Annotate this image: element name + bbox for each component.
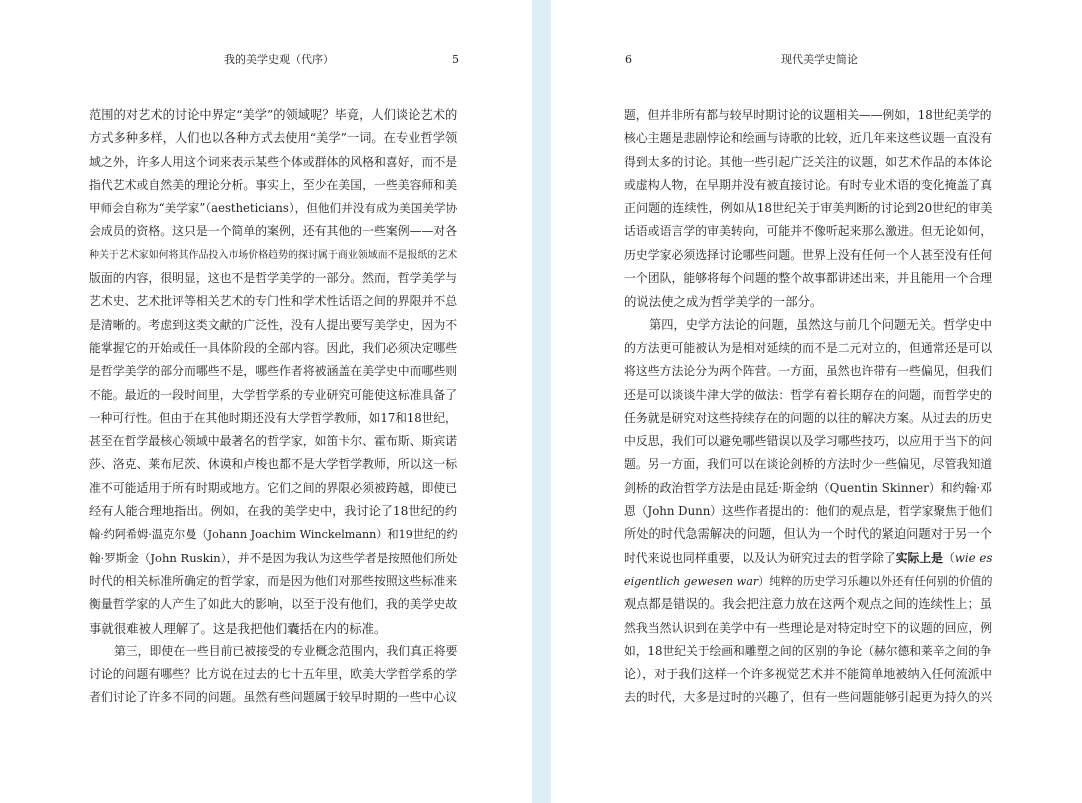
text-line: 种关于艺术家如何将其作品投入市场价格趋势的探讨属于商业领域而不是报纸的艺术 <box>89 249 458 261</box>
text-line: 翰·约阿希姆·温克尔曼（Johann Joachim Winckelmann）和19世纪的约 <box>89 528 458 542</box>
text-line: 能掌握它的开始或任一具体阶段的全部内容。因此，我们必须决定哪些 <box>89 340 458 355</box>
text-line: 恩（John Dunn）这些作者提出的：他们的观点是，哲学家聚焦于他们 <box>624 504 993 519</box>
text-line: 剑桥的政治哲学方法是由昆廷·斯金纳（Quentin Skinner）和约翰·邓 <box>624 480 992 495</box>
text-line: 如，18世纪关于绘画和雕塑之间的区别的争论（赫尔德和莱辛之间的争 <box>624 643 992 658</box>
text-line: 去的时代，大多是过时的兴趣了，但有一些问题能够引起更为持久的兴 <box>624 690 993 705</box>
text-line: 会成员的资格。这只是一个简单的案例，还有其他的一些案例——对各 <box>89 224 458 239</box>
page-number: 6 <box>625 53 632 66</box>
text-line: 经有人能合理地指出。例如，在我的美学史中，我讨论了18世纪的约 <box>89 504 457 519</box>
text-line: 讨论的问题有哪些？比方说在过去的七十五年里，欧美大学哲学系的学 <box>89 667 458 682</box>
text-line: 一种可行性。但由于在其他时期还没有大学哲学教师，如17和18世纪， <box>89 410 457 425</box>
text-line: 的说法使之成为哲学美学的一部分。 <box>624 294 823 310</box>
bold-text: 实际上是 <box>895 550 943 565</box>
text-run: 时代来说也同样重要，以及认为研究过去的哲学除了 <box>624 550 896 565</box>
text-line: 准不可能适用于所有时期或地方。它们之间的界限必须被跨越，即使已 <box>89 480 458 495</box>
text-line: 论），对于我们这样一个许多视觉艺术并不能简单地被纳入任何流派中 <box>624 667 992 682</box>
running-head: 现代美学史简论 <box>781 53 858 66</box>
text-line: 艺术史、艺术批评等相关艺术的专门性和学术性话语之间的界限并不总 <box>89 294 458 309</box>
text-line: 时代的相关标准所确定的哲学家，而是因为他们对那些按照这些标准来 <box>89 573 458 588</box>
italic-text: eigentlich gewesen war <box>624 574 759 588</box>
text-line: 得到太多的讨论。其他一些引起广泛关注的议题，如艺术作品的本体论 <box>624 154 993 169</box>
text-line: 核心主题是悲剧悖论和绘画与诗歌的比较，近几年来这些议题一直没有 <box>624 131 993 146</box>
body-text <box>624 104 992 710</box>
text-line: 翰·罗斯金（John Ruskin），并不是因为我认为这些学者是按照他们所处 <box>89 550 458 565</box>
text-line: 者们讨论了许多不同的问题。虽然有些问题属于较早时期的一些中心议 <box>89 690 458 705</box>
text-line: 中反思，我们可以避免哪些错误以及学习哪些技巧，以应用于当下的问 <box>624 434 993 449</box>
text-line: 甲师会自称为“美学家”（aestheticians），但他们并没有成为美国美学协 <box>89 201 458 216</box>
text-line: 观点都是错误的。我会把注意力放在这两个观点之间的连续性上；虽 <box>624 597 992 612</box>
right-page <box>551 0 1082 803</box>
text-line: 方式多种多样，人们也以各种方式去使用“美学”一词。在专业哲学领 <box>89 131 458 146</box>
text-line: 然我当然认识到在美学中有一些理论是对特定时空下的议题的回应，例 <box>624 620 993 635</box>
text-run: ）纯粹的历史学习乐趣以外还有任何别的价值的 <box>758 574 993 588</box>
text-line <box>624 547 992 570</box>
text-line: 题。另一方面，我们可以在谈论剑桥的方法时少一些偏见，尽管我知道 <box>624 457 993 472</box>
text-run: （ <box>942 550 955 565</box>
text-line: 所处的时代急需解决的问题，但认为一个时代的紧迫问题对于另一个 <box>624 527 992 542</box>
text-line: 莎、洛克、莱布尼茨、休谟和卢梭也都不是大学哲学教师，所以这一标 <box>89 457 458 472</box>
text-line: 第三，即使在一些目前已被接受的专业概念范围内，我们真正将要 <box>114 643 458 658</box>
page-number: 5 <box>452 53 459 66</box>
text-line: 甚至在哲学最核心领域中最著名的哲学家，如笛卡尔、霍布斯、斯宾诺 <box>89 434 458 449</box>
text-line: 范围的对艺术的讨论中界定“美学”的领域呢？毕竟，人们谈论艺术的 <box>89 108 458 122</box>
text-line: 将这些方法论分为两个阵营。一方面，虽然也许带有一些偏见，但我们 <box>624 364 993 379</box>
text-line: 是清晰的。考虑到这类文献的广泛性，没有人提出要写美学史，因为不 <box>89 317 458 332</box>
text-line: 的方法更可能被认为是相对延续的而不是二元对立的，但通常还是可以 <box>624 340 993 355</box>
text-line: 还是可以谈谈牛津大学的做法：哲学有着长期存在的问题，而哲学史的 <box>624 387 993 402</box>
text-line: 历史学家必须选择讨论哪些问题。世界上没有任何一个人甚至没有任何 <box>624 247 993 262</box>
text-line: 话语或语言学的审美转向，可能并不像听起来那么激进。但无论如何， <box>624 224 993 239</box>
text-line: 一个团队，能够将每个问题的整个故事都讲述出来，并且能用一个合理 <box>624 271 993 286</box>
text-line: 版面的内容，很明显，这也不是哲学美学的一部分。然而，哲学美学与 <box>89 271 458 286</box>
text-line: 域之外，许多人用这个词来表示某些个体或群体的风格和喜好，而不是 <box>89 154 458 169</box>
text-line: 正问题的连续性，例如从18世纪关于审美判断的讨论到20世纪的审美 <box>624 201 993 216</box>
text-line <box>624 570 992 593</box>
body-text <box>89 104 457 710</box>
text-line: 指代艺术或自然美的理论分析。事实上，至少在美国，一些美容师和美 <box>89 177 458 192</box>
running-head: 我的美学史观（代序） <box>224 53 334 66</box>
page-gutter <box>532 0 551 803</box>
text-line: 题，但并非所有都与较早时期讨论的议题相关——例如，18世纪美学的 <box>624 108 992 122</box>
text-line: 第四，史学方法论的问题，虽然这与前几个问题无关。哲学史中 <box>649 317 992 332</box>
text-line: 任务就是研究对这些持续存在的问题的以往的解决方案。从过去的历史 <box>624 410 993 425</box>
text-line: 事就很难被人理解了。这是我把他们囊括在内的标准。 <box>89 620 387 636</box>
text-line: 不能。最近的一段时间里，大学哲学系的专业研究可能使这标准具备了 <box>89 387 458 402</box>
italic-text: wie es <box>954 550 993 565</box>
text-line: 是哲学美学的部分而哪些不是，哪些作者将被涵盖在美学史中而哪些则 <box>89 364 458 379</box>
text-line: 或虚构人物，在早期并没有被直接讨论。有时专业术语的变化掩盖了真 <box>624 177 993 192</box>
text-line: 衡量哲学家的人产生了如此大的影响，以至于没有他们，我的美学史故 <box>89 597 458 612</box>
left-page <box>0 0 532 803</box>
